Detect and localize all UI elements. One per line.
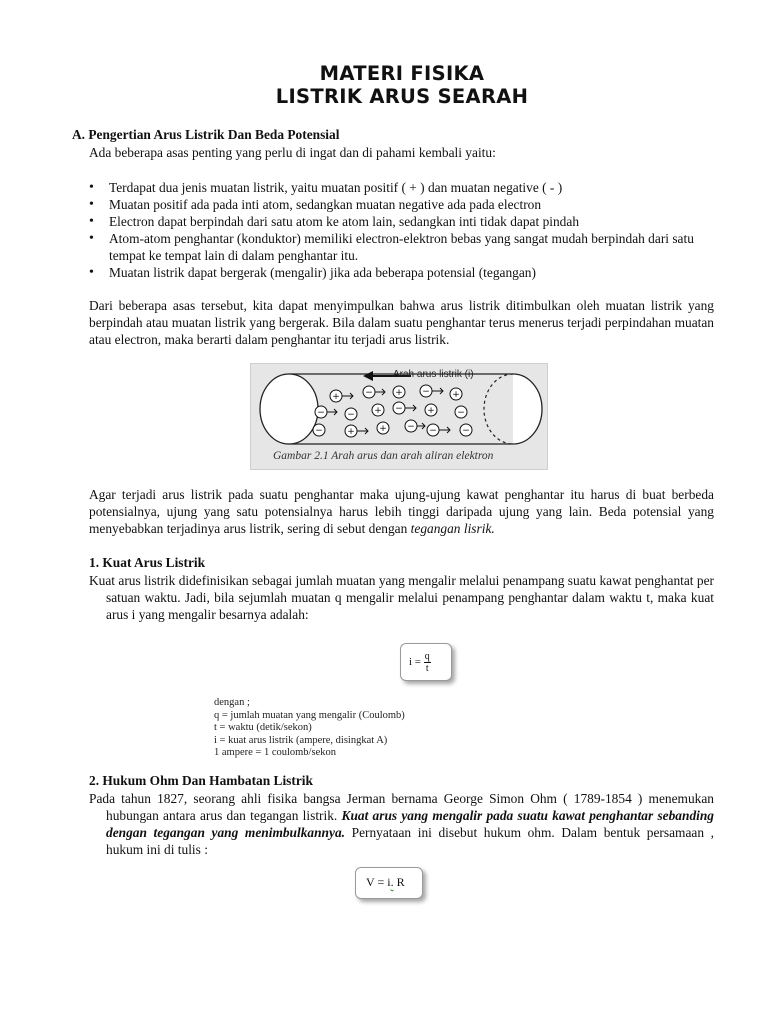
section-2-text-bold: Kuat arus yang mengalir pada suatu kawat penghantar sebanding dengan tegangan yang menimbulkannya.: [106, 808, 714, 840]
svg-text:+: +: [374, 406, 382, 416]
svg-text:+: +: [379, 424, 387, 434]
title-line-2: LISTRIK ARUS SEARAH: [275, 85, 529, 108]
section-a-intro: Ada beberapa asas penting yang perlu di ingat dan di pahami kembali yaitu:: [89, 145, 496, 160]
section-1-paragraph: Kuat arus listrik didefinisikan sebagai jumlah muatan yang mengalir melalui penampang suatu kawat penghantat per satuan waktu. Jadi, bila sejumlah muatan q mengalir melalui penampang penghantar dalam waktu t, maka kuat arus i yang mengalir besarnya adalah:: [89, 573, 714, 622]
svg-text:−: −: [315, 426, 323, 436]
legend-line: i = kuat arus listrik (ampere, disingkat A): [214, 734, 388, 746]
current-flow-figure: [250, 363, 548, 470]
svg-text:−: −: [407, 422, 415, 432]
svg-text:−: −: [347, 410, 355, 420]
list-item: • Terdapat dua jenis muatan listrik, yaitu muatan positif ( + ) dan muatan negative ( - ): [89, 179, 729, 196]
legend-line: t = waktu (detik/sekon): [214, 722, 312, 733]
list-item: • Electron dapat berpindah dari satu atom ke atom lain, sedangkan inti tidak dapat pindah: [89, 213, 729, 230]
figure-caption: Gambar 2.1 Arah arus dan arah aliran elektron: [273, 450, 494, 462]
ohm-formula-dot: .: [390, 875, 394, 889]
page-title: [0, 62, 768, 108]
svg-text:−: −: [317, 408, 325, 418]
paragraph-potential-italic: tegangan lisrik.: [410, 521, 495, 536]
svg-text:+: +: [347, 427, 355, 437]
section-1-text: [89, 572, 714, 623]
section-1-heading: 1. Kuat Arus Listrik: [89, 555, 206, 570]
section-2-text-start: Pada tahun 1827, seorang ahli fisika bangsa Jerman bernama George Simon Ohm ( 1789-1854 ) menemukan hubungan antara arus dan tegangan listrik.: [89, 791, 714, 823]
section-a-heading: A. Pengertian Arus Listrik Dan Beda Potensial: [72, 127, 340, 142]
paragraph-conclusion: Dari beberapa asas tersebut, kita dapat menyimpulkan bahwa arus listrik ditimbulkan oleh muatan listrik yang berpindah atau muatan listrik yang bergerak. Bila dalam suatu penghantar terus menerus terjadi perpindahan muatan atau electron, maka berarti dalam penghantar itu terjadi arus listrik.: [89, 298, 714, 347]
section-2-text-end: Pernyataan ini disebut hukum ohm. Dalam bentuk persamaan , hukum ini di tulis :: [106, 825, 714, 857]
section-2-paragraph: [89, 790, 714, 858]
formula-lhs: i =: [409, 656, 422, 668]
legend-line: dengan ;: [214, 697, 250, 708]
svg-text:−: −: [422, 387, 430, 397]
svg-text:−: −: [429, 426, 437, 436]
formula-denominator: t: [425, 662, 429, 674]
list-item: • Muatan listrik dapat bergerak (mengalir) jika ada beberapa potensial (tegangan): [89, 264, 729, 281]
ohm-formula-v: V = i: [366, 875, 391, 889]
paragraph-potential: [89, 486, 714, 537]
current-formula: [400, 643, 452, 681]
svg-text:+: +: [332, 392, 340, 402]
list-item: • Muatan positif ada pada inti atom, sedangkan muatan negative ada pada electron: [89, 196, 729, 213]
svg-text:−: −: [395, 404, 403, 414]
svg-text:−: −: [365, 388, 373, 398]
section-2-heading: 2. Hukum Ohm Dan Hambatan Listrik: [89, 773, 313, 788]
svg-text:−: −: [462, 426, 470, 436]
paragraph-potential-text: Agar terjadi arus listrik pada suatu penghantar maka ujung-ujung kawat penghantar itu harus di buat berbeda potensialnya, ujung yang satu potensialnya harus lebih tinggi daripada ujung yang lain. Beda potensial yang menyebabkan terjadinya arus listrik, sering di sebut dengan: [89, 487, 714, 536]
figure-arrow-label: Arah arus listrik (i): [393, 369, 474, 380]
svg-text:+: +: [395, 388, 403, 398]
formula-legend: [214, 697, 405, 760]
list-item: • Atom-atom penghantar (konduktor) memiliki electron-elektron bebas yang sangat mudah berpindah dari satu tempat ke tempat lain di dalam penghantar itu.: [89, 230, 729, 264]
formula-fraction: [424, 651, 431, 674]
section-2-text: [89, 790, 714, 858]
ohm-formula: [355, 867, 423, 899]
title-line-1: MATERI FISIKA: [319, 62, 485, 85]
svg-text:+: +: [427, 406, 435, 416]
principles-list: [89, 179, 729, 281]
svg-text:−: −: [457, 408, 465, 418]
ohm-formula-r: R: [393, 875, 405, 889]
legend-line: 1 ampere = 1 coulomb/sekon: [214, 747, 336, 758]
svg-text:+: +: [452, 390, 460, 400]
legend-line: q = jumlah muatan yang mengalir (Coulomb): [214, 709, 405, 721]
formula-numerator: q: [424, 650, 430, 662]
